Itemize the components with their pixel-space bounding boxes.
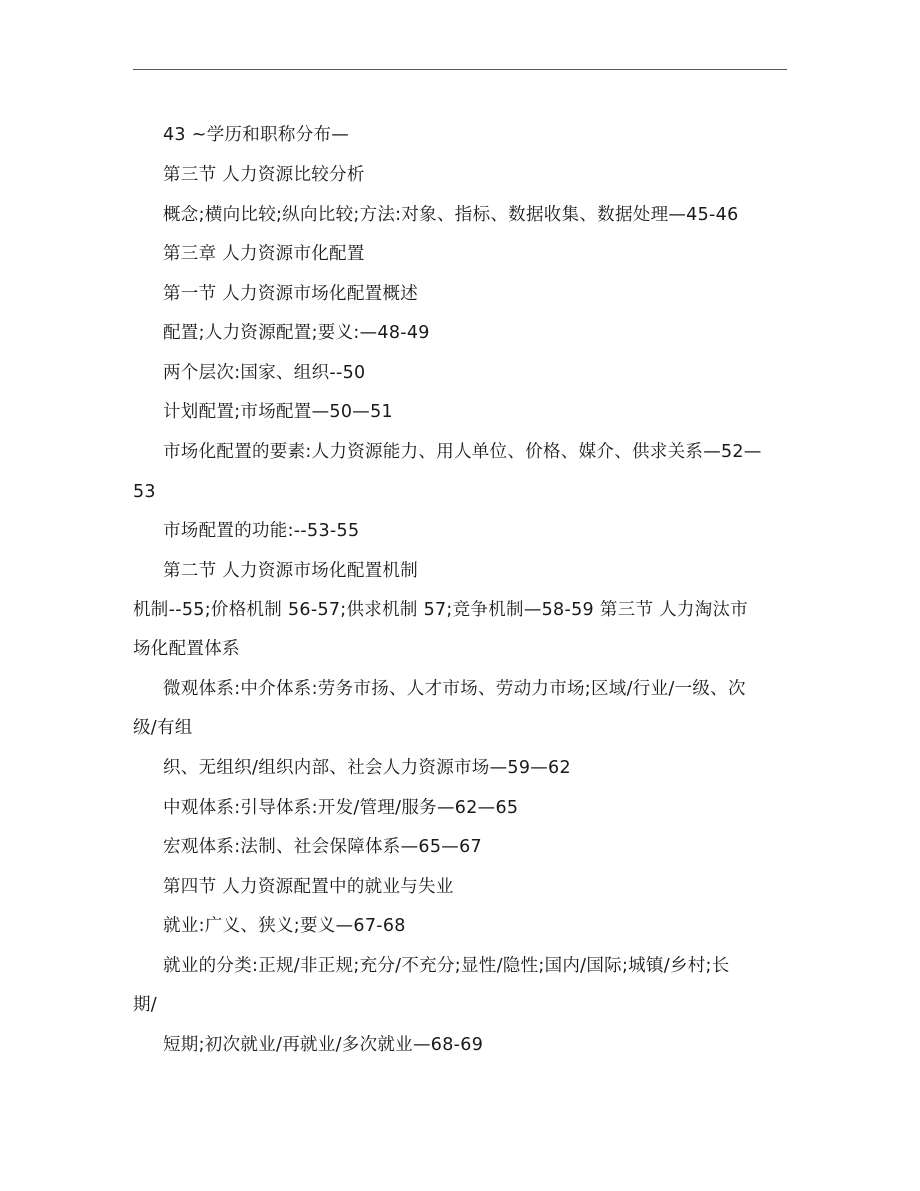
text-line-continuation: 期/ <box>133 995 157 1015</box>
text-line-continuation: 场化配置体系 <box>133 639 240 659</box>
text-line: 两个层次:国家、组织--50 <box>163 363 366 383</box>
text-line: 配置;人力资源配置;要义:—48-49 <box>163 323 430 343</box>
header-rule <box>133 69 787 70</box>
text-line: 市场化配置的要素:人力资源能力、用人单位、价格、媒介、供求关系—52— <box>163 442 762 462</box>
text-line: 短期;初次就业/再就业/多次就业—68-69 <box>163 1035 484 1055</box>
text-line: 概念;横向比较;纵向比较;方法:对象、指标、数据收集、数据处理—45-46 <box>163 205 739 225</box>
chapter-heading: 第三章 人力资源市化配置 <box>163 244 365 264</box>
section-heading: 第四节 人力资源配置中的就业与失业 <box>163 877 454 897</box>
section-heading: 第三节 人力资源比较分析 <box>163 165 365 185</box>
text-line-continuation: 53 <box>133 482 156 502</box>
section-heading: 第二节 人力资源市场化配置机制 <box>163 561 419 581</box>
text-line: 43 ~学历和职称分布— <box>163 125 350 145</box>
text-line: 就业的分类:正规/非正规;充分/不充分;显性/隐性;国内/国际;城镇/乡村;长 <box>163 956 730 976</box>
text-line: 就业:广义、狭义;要义—67-68 <box>163 916 406 936</box>
text-line-continuation: 级/有组 <box>133 718 193 738</box>
text-line: 计划配置;市场配置—50—51 <box>163 402 393 422</box>
section-heading: 第一节 人力资源市场化配置概述 <box>163 284 419 304</box>
text-line: 市场配置的功能:--53-55 <box>163 521 360 541</box>
text-line: 微观体系:中介体系:劳务市扬、人才市场、劳动力市场;区域/行业/一级、次 <box>163 679 746 699</box>
text-line: 织、无组织/组织内部、社会人力资源市场—59—62 <box>163 758 571 778</box>
text-line: 中观体系:引导体系:开发/管理/服务—62—65 <box>163 798 519 818</box>
text-line: 宏观体系:法制、社会保障体系—65—67 <box>163 837 482 857</box>
text-line: 机制--55;价格机制 56-57;供求机制 57;竞争机制—58-59 第三节 人力淘汰市 <box>133 600 749 620</box>
